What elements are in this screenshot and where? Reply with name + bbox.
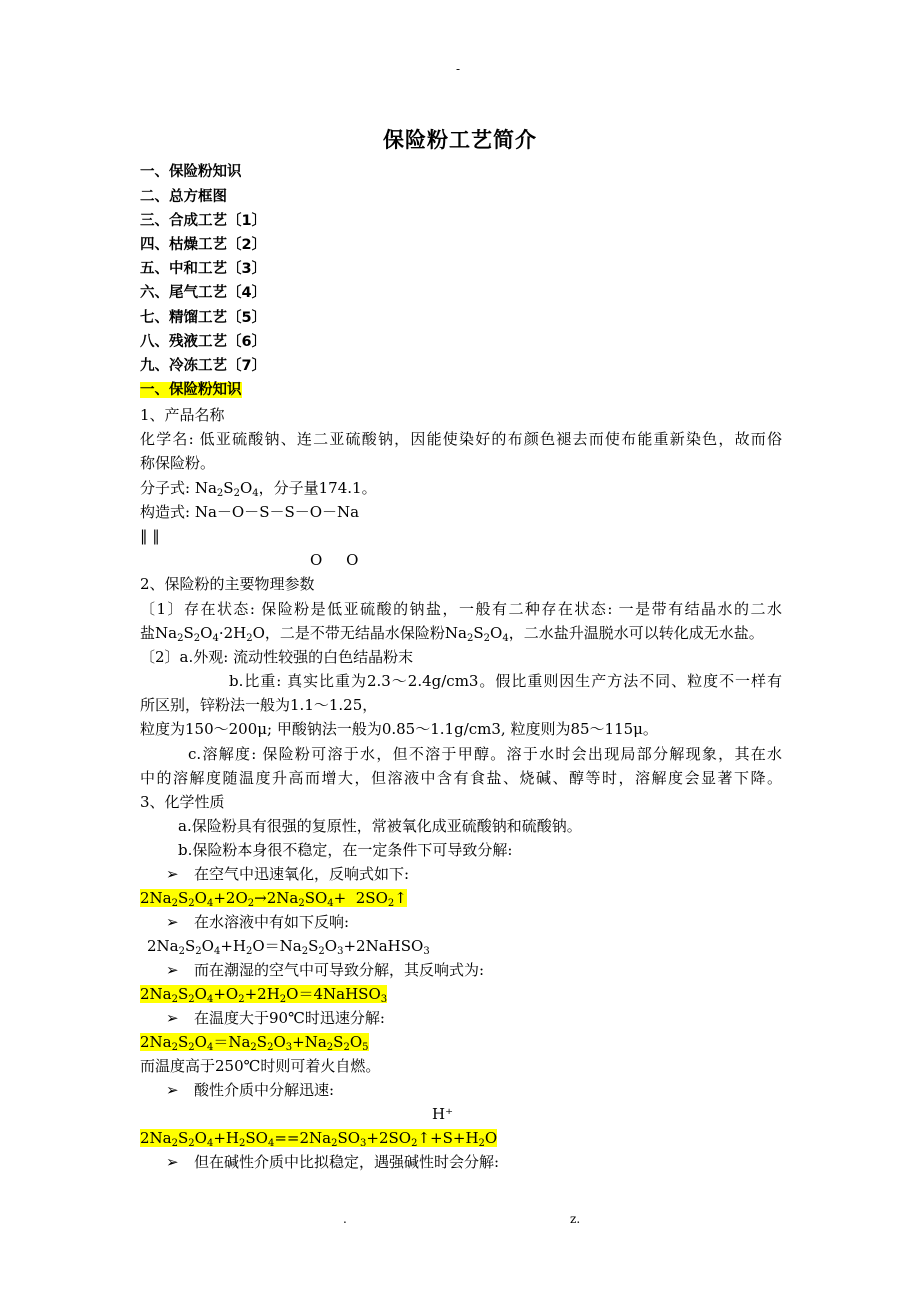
section-heading: 一、保险粉知识 (140, 382, 242, 398)
toc-item: 一、保险粉知识 (140, 164, 242, 180)
paragraph-line: 〔2〕a.外观: 流动性较强的白色结晶粉末 (140, 648, 414, 666)
toc-item: 九、冷冻工艺〔7〕 (140, 358, 267, 374)
arrow-bullet-icon: ➢ (166, 865, 179, 883)
toc-item: 七、精馏工艺〔5〕 (140, 310, 267, 326)
reaction-equation: $2Na_2S_2O_4+O_2+2H_2O=4NaHSO_3$ (140, 985, 388, 1005)
structural-oxygens: O O (310, 551, 359, 569)
toc-item: 六、尾气工艺〔4〕 (140, 285, 267, 301)
subsection-heading: 3、化学性质 (140, 793, 225, 811)
bullet-item: ➢ 酸性介质中分解迅速: (166, 1081, 335, 1099)
paragraph-line: a.保险粉具有很强的复原性，常被氧化成亚硫酸钠和硫酸钠。 (178, 817, 582, 835)
bullet-item: ➢ 在温度大于90℃时迅速分解: (166, 1009, 385, 1027)
paragraph-line: c.溶解度: 保险粉可溶于水，但不溶于甲醇。溶于水时会出现局部分解现象，其在水 (188, 745, 782, 763)
paragraph-line: 所区别，锌粉法一般为1.1～1.25， (140, 696, 378, 714)
arrow-bullet-icon: ➢ (166, 961, 179, 979)
page-header-mark: - (456, 62, 461, 76)
reaction-equation: $2Na_2S_2O_4+2O_2\to 2Na_2SO_4+$ $2SO_2↑$ (140, 889, 407, 909)
molecular-formula: 分子式: $Na_2S_2O_4$，分子量174.1。 (140, 479, 377, 499)
bullet-item: ➢ 在水溶液中有如下反响: (166, 913, 350, 931)
paragraph-line: 盐$Na_2S_2O_4\cdot 2H_2O$，二是不带无结晶水保险粉$Na_2S_2O_4$，二水盐升温脱水可以转化成无水盐。 (140, 624, 764, 644)
reaction-catalyst: H⁺ (432, 1105, 453, 1123)
paragraph-line: 化学名: 低亚硫酸钠、连二亚硫酸钠，因能使染好的布颜色褪去而使布能重新染色，故而俗 (140, 430, 782, 448)
page-title: 保险粉工艺简介 (383, 128, 537, 152)
structural-formula: 构造式: Na－O－S－S－O－Na (140, 503, 360, 521)
page-footer-left: . (343, 1212, 347, 1226)
arrow-bullet-icon: ➢ (166, 1009, 179, 1027)
arrow-bullet-icon: ➢ (166, 1081, 179, 1099)
toc-item: 二、总方框图 (140, 189, 227, 205)
reaction-equation: $2Na_2S_2O_4+H_2SO_4==2Na_2SO_3+2SO_2↑+S+H_2O$ (140, 1129, 498, 1149)
bullet-item: ➢ 而在潮湿的空气中可导致分解，其反响式为: (166, 961, 485, 979)
paragraph-line: b.比重: 真实比重为2.3～2.4g/cm3。假比重则因生产方法不同、粒度不一样有 (229, 672, 782, 690)
toc-item: 四、枯燥工艺〔2〕 (140, 237, 267, 253)
subsection-heading: 1、产品名称 (140, 406, 225, 424)
paragraph-line: 称保险粉。 (140, 454, 216, 472)
paragraph-line: b.保险粉本身很不稳定，在一定条件下可导致分解: (178, 841, 513, 859)
bullet-item: ➢ 但在碱性介质中比拟稳定，遇强碱性时会分解: (166, 1153, 500, 1171)
paragraph-line: 粒度为150～200μ; 甲酸钠法一般为0.85～1.1g/cm3, 粒度则为85～115μ。 (140, 720, 658, 738)
arrow-bullet-icon: ➢ (166, 1153, 179, 1171)
reaction-equation: $2Na_2S_2O_4=Na_2S_2O_3+Na_2S_2O_5$ (140, 1033, 369, 1053)
paragraph-line: 而温度高于250℃时则可着火自燃。 (140, 1057, 381, 1075)
paragraph-line: 中的溶解度随温度升高而增大，但溶液中含有食盐、烧碱、醇等时，溶解度会显著下降。 (140, 769, 782, 787)
structural-bonds: ‖ ‖ (140, 527, 160, 545)
toc-item: 八、残液工艺〔6〕 (140, 334, 267, 350)
page-footer-right: z. (570, 1212, 581, 1226)
reaction-equation: $2Na_2S_2O_4+H_2O=Na_2S_2O_3+2NaHSO_3$ (147, 937, 430, 957)
arrow-bullet-icon: ➢ (166, 913, 179, 931)
bullet-item: ➢ 在空气中迅速氧化，反响式如下: (166, 865, 410, 883)
paragraph-line: 〔1〕存在状态: 保险粉是低亚硫酸的钠盐，一般有二种存在状态: 一是带有结晶水的二水 (140, 600, 782, 618)
toc-item: 三、合成工艺〔1〕 (140, 213, 267, 229)
toc-item: 五、中和工艺〔3〕 (140, 261, 267, 277)
subsection-heading: 2、保险粉的主要物理参数 (140, 575, 315, 593)
